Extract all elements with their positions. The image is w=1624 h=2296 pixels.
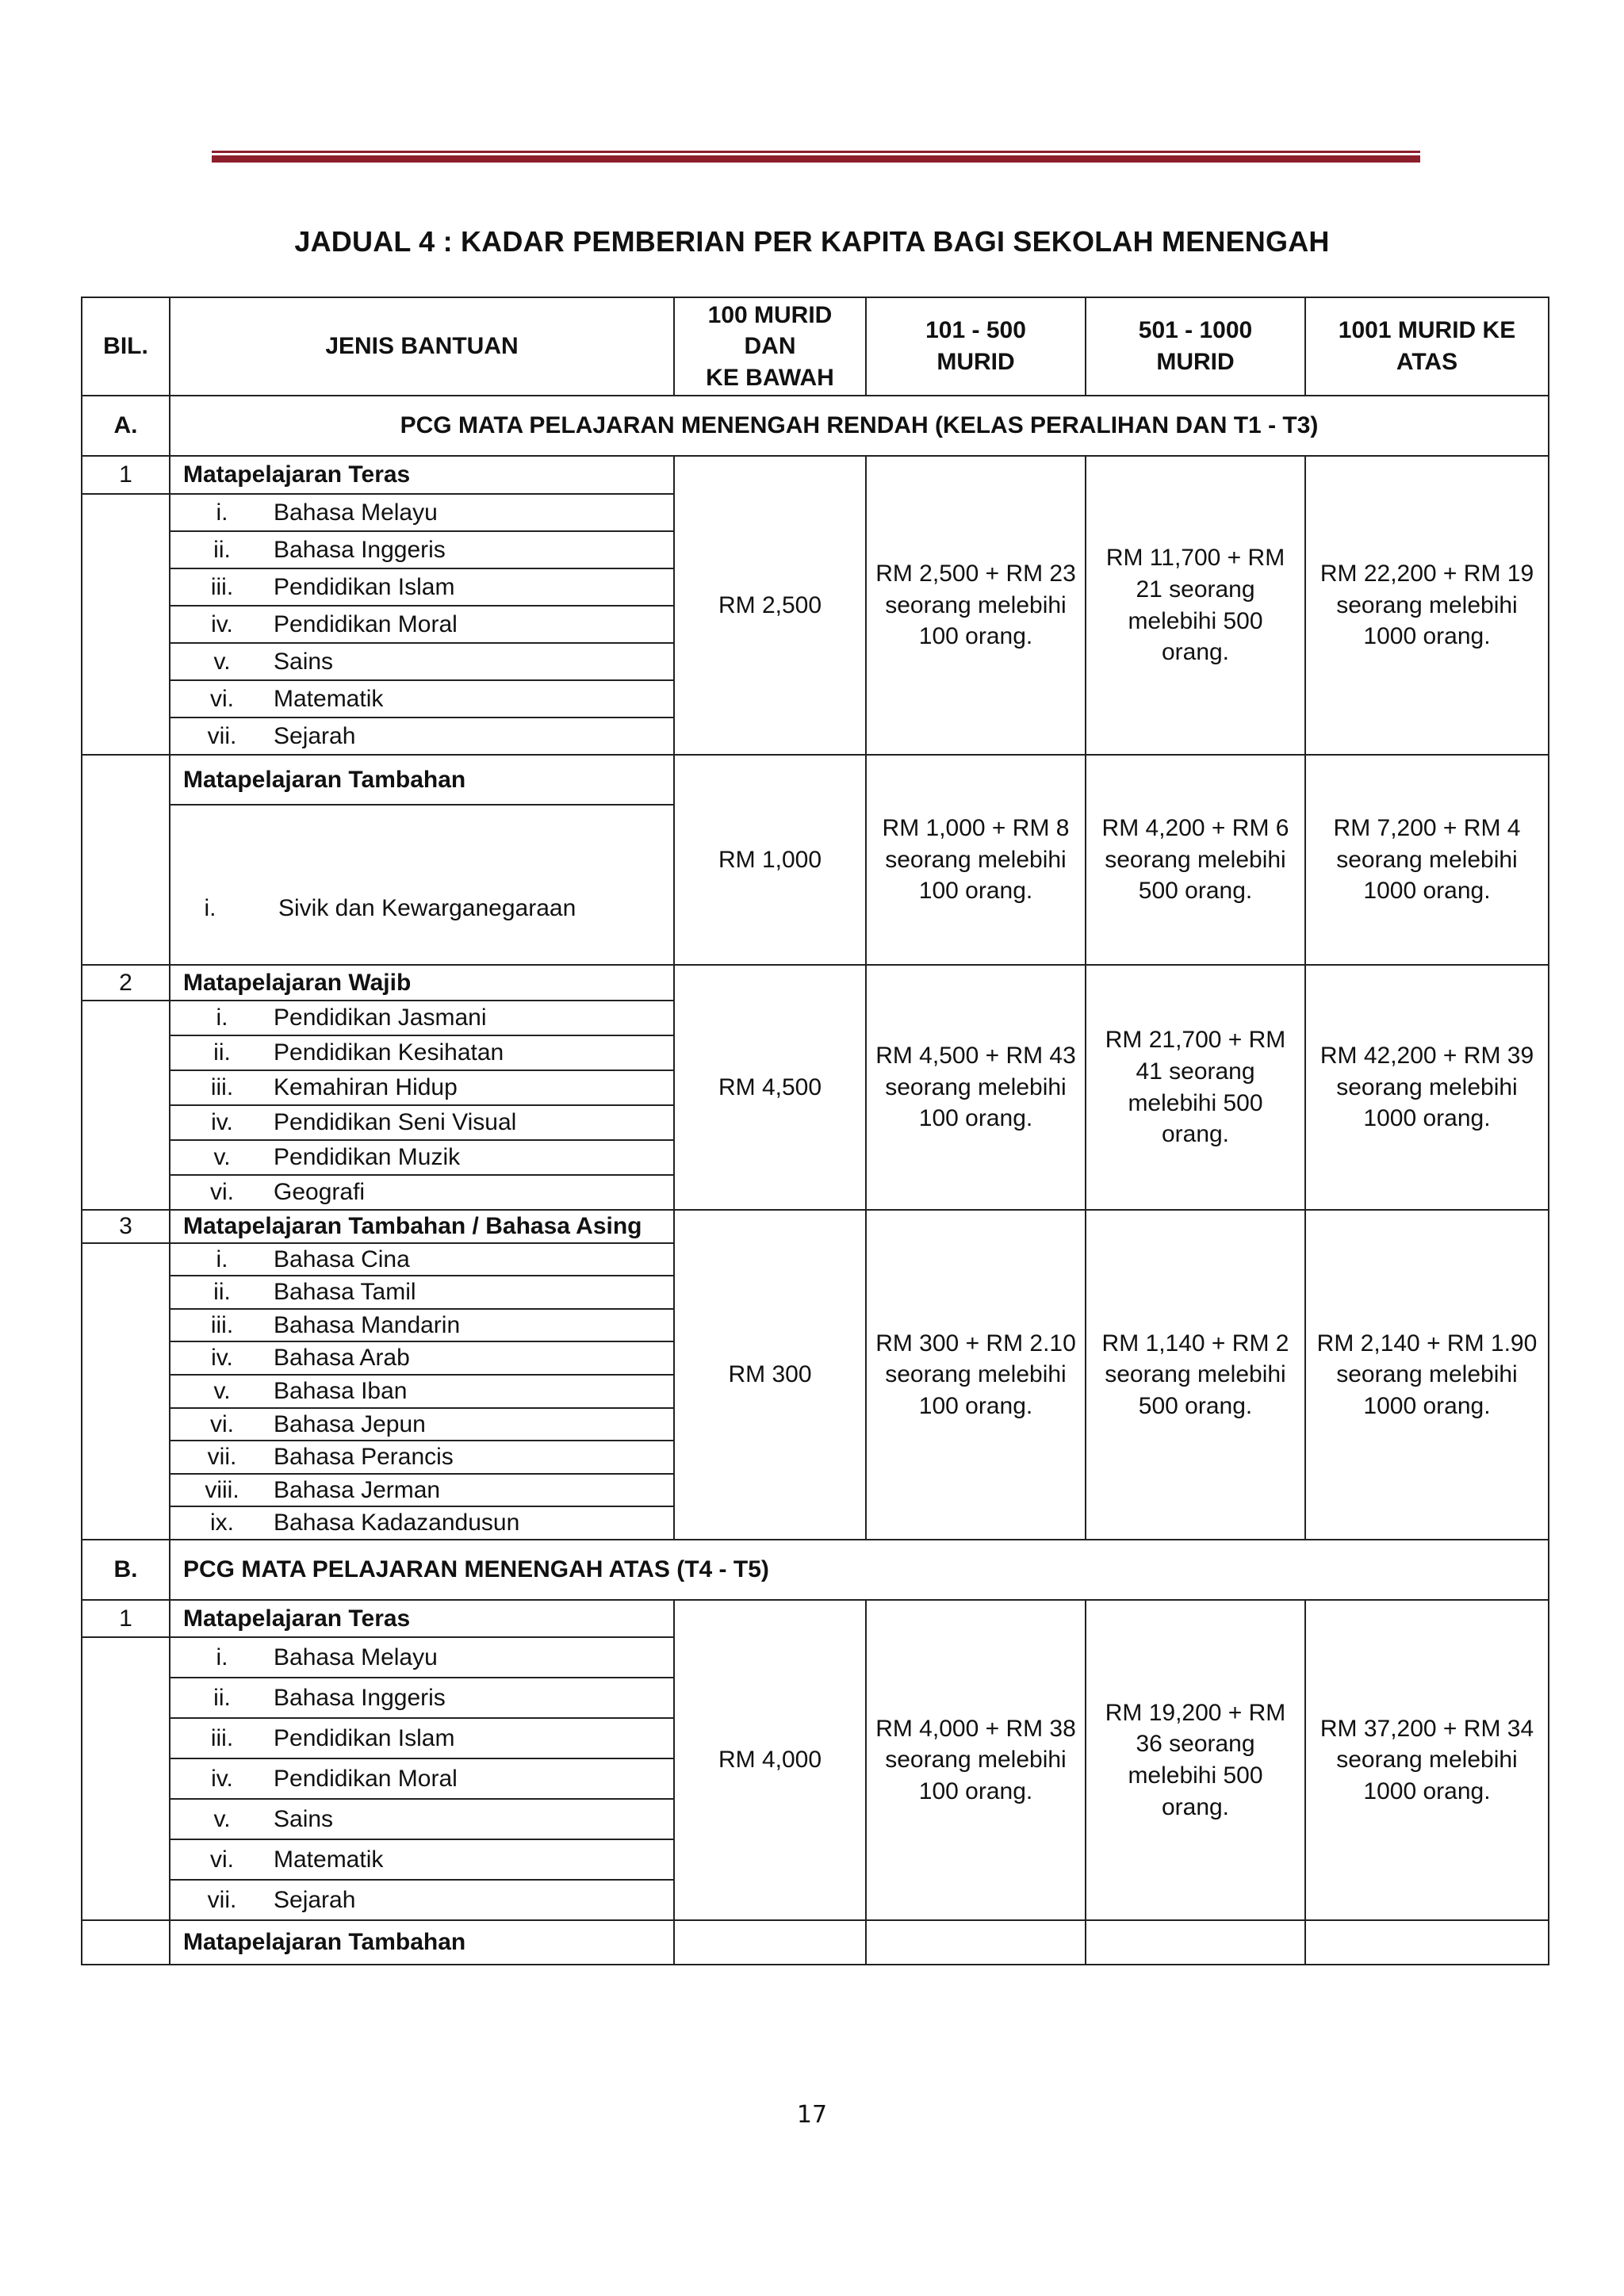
subject-name: Sivik dan Kewarganegaraan bbox=[278, 895, 576, 922]
subject-name: Pendidikan Muzik bbox=[274, 1144, 461, 1171]
subject-name: Bahasa Perancis bbox=[274, 1444, 454, 1471]
subject-cell bbox=[170, 1506, 674, 1540]
subject-numeral: vi. bbox=[210, 1846, 234, 1873]
subject-numeral: iii. bbox=[210, 1311, 234, 1338]
rate-line: RM 2,500 + RM 23 bbox=[875, 561, 1076, 587]
rate-tier-4 bbox=[1305, 965, 1549, 1210]
page-title: JADUAL 4 : KADAR PEMBERIAN PER KAPITA BAGI SEKOLAH MENENGAH bbox=[294, 225, 1330, 258]
group-title-row bbox=[82, 1920, 1549, 1965]
rate-tier-4 bbox=[1305, 755, 1549, 965]
rate-tier-3 bbox=[1086, 755, 1305, 965]
rate-line: 100 orang. bbox=[918, 1105, 1033, 1132]
rate-tier-2 bbox=[866, 1600, 1086, 1920]
header-tier-2-line: 101 - 500 bbox=[925, 317, 1026, 344]
rate-tier-4 bbox=[1305, 1210, 1549, 1540]
subject-numeral: vi. bbox=[210, 1410, 234, 1437]
subject-name: Bahasa Arab bbox=[274, 1345, 410, 1372]
subject-name: Kemahiran Hidup bbox=[274, 1074, 458, 1101]
group-bil: 3 bbox=[82, 1210, 170, 1243]
subject-numeral: iii. bbox=[210, 1074, 234, 1101]
rate-tier-3 bbox=[1086, 1920, 1305, 1965]
subject-numeral: iii. bbox=[210, 573, 234, 600]
subject-cell bbox=[170, 1105, 674, 1140]
rate-line: 1000 orang. bbox=[1363, 878, 1491, 905]
page-number: 17 bbox=[796, 2101, 828, 2129]
subject-name: Matematik bbox=[274, 685, 384, 712]
section-row bbox=[82, 396, 1549, 456]
rate-line: orang. bbox=[1161, 1121, 1230, 1148]
subject-name: Bahasa Tamil bbox=[274, 1279, 416, 1306]
rate-tier-1 bbox=[674, 1920, 866, 1965]
subject-cell bbox=[170, 1839, 674, 1880]
group-title-row bbox=[82, 456, 1549, 494]
header-tier-1 bbox=[674, 297, 866, 396]
subject-numeral: vii. bbox=[207, 1886, 237, 1913]
rate-tier-3 bbox=[1086, 965, 1305, 1210]
subject-cell bbox=[170, 531, 674, 568]
rate-line: melebihi 500 bbox=[1128, 607, 1263, 634]
rate-line: RM 1,140 + RM 2 bbox=[1101, 1330, 1289, 1357]
subject-name: Pendidikan Seni Visual bbox=[274, 1109, 517, 1136]
subject-name: Sains bbox=[274, 648, 334, 675]
rate-line: RM 42,200 + RM 39 bbox=[1320, 1043, 1534, 1070]
header-tier-1-line: 100 MURID bbox=[707, 301, 833, 328]
header-tier-1-line: DAN bbox=[744, 333, 796, 360]
subject-numeral: vi. bbox=[210, 685, 234, 712]
header-tier-4-line: 1001 MURID KE bbox=[1338, 317, 1516, 344]
subject-cell bbox=[170, 1001, 674, 1035]
rate-line: RM 37,200 + RM 34 bbox=[1320, 1715, 1534, 1742]
subject-cell bbox=[170, 1758, 674, 1799]
rate-tier-1: RM 2,500 bbox=[674, 456, 866, 755]
subject-cell bbox=[170, 1474, 674, 1507]
subject-numeral: ii. bbox=[213, 1279, 231, 1306]
rate-tier-2 bbox=[866, 755, 1086, 965]
subject-numeral: iv. bbox=[211, 1765, 233, 1792]
subject-cell bbox=[170, 680, 674, 718]
rate-line: 100 orang. bbox=[918, 1392, 1033, 1419]
header-tier-2-line: MURID bbox=[936, 349, 1015, 375]
group-title-row bbox=[82, 755, 1549, 805]
section-row bbox=[82, 1540, 1549, 1600]
rate-line: seorang melebihi bbox=[1336, 1073, 1518, 1100]
rate-tier-3 bbox=[1086, 1210, 1305, 1540]
rate-line: RM 300 + RM 2.10 bbox=[875, 1330, 1076, 1357]
subject-name: Pendidikan Islam bbox=[274, 573, 455, 600]
rate-line: 100 orang. bbox=[918, 623, 1033, 650]
subject-cell bbox=[170, 1243, 674, 1276]
subject-name: Pendidikan Moral bbox=[274, 1765, 458, 1792]
rate-tier-4 bbox=[1305, 456, 1549, 755]
subject-name: Bahasa Inggeris bbox=[274, 1684, 446, 1711]
subject-cell bbox=[170, 494, 674, 531]
subject-numeral: i. bbox=[216, 1004, 228, 1031]
rate-line: melebihi 500 bbox=[1128, 1089, 1263, 1116]
subject-cell bbox=[170, 1637, 674, 1678]
subject-numeral: v. bbox=[213, 648, 231, 675]
subject-name: Bahasa Jerman bbox=[274, 1476, 441, 1503]
section-bil: B. bbox=[82, 1540, 170, 1600]
subject-numeral: v. bbox=[213, 1377, 231, 1404]
rate-tier-1: RM 1,000 bbox=[674, 755, 866, 965]
header-rule-thick bbox=[212, 155, 1420, 163]
subject-numeral: iv. bbox=[211, 1345, 233, 1372]
subject-numeral: ii. bbox=[213, 1684, 231, 1711]
header-tier-3-line: MURID bbox=[1156, 349, 1235, 375]
subject-numeral: ii. bbox=[213, 536, 231, 563]
subject-numeral: vi. bbox=[210, 1179, 234, 1206]
subject-name: Bahasa Cina bbox=[274, 1246, 410, 1272]
subject-cell bbox=[170, 1678, 674, 1718]
rate-line: orang. bbox=[1161, 639, 1230, 666]
subject-cell bbox=[170, 1880, 674, 1920]
subject-name: Pendidikan Moral bbox=[274, 610, 458, 637]
subject-cell bbox=[170, 1441, 674, 1474]
rate-line: 500 orang. bbox=[1138, 878, 1253, 905]
rate-tier-2 bbox=[866, 965, 1086, 1210]
rate-line: 21 seorang bbox=[1136, 576, 1255, 603]
group-title-row bbox=[82, 1210, 1549, 1243]
subject-cell bbox=[170, 643, 674, 680]
subject-name: Pendidikan Islam bbox=[274, 1724, 455, 1751]
rate-line: 1000 orang. bbox=[1363, 623, 1491, 650]
rate-tier-1: RM 4,000 bbox=[674, 1600, 866, 1920]
subject-name: Bahasa Iban bbox=[274, 1377, 408, 1404]
group-bil: 1 bbox=[82, 456, 170, 494]
rate-line: RM 19,200 + RM bbox=[1105, 1699, 1286, 1726]
rate-line: RM 4,200 + RM 6 bbox=[1101, 815, 1289, 842]
header-rule-thin bbox=[212, 151, 1420, 153]
subject-numeral: i. bbox=[216, 1246, 228, 1272]
header-row bbox=[82, 297, 1549, 396]
rate-tier-4 bbox=[1305, 1600, 1549, 1920]
subject-name: Bahasa Mandarin bbox=[274, 1311, 461, 1338]
rate-line: 100 orang. bbox=[918, 1777, 1033, 1804]
subject-numeral: v. bbox=[213, 1805, 231, 1832]
rate-line: seorang melebihi bbox=[885, 591, 1067, 618]
subject-name: Bahasa Jepun bbox=[274, 1410, 426, 1437]
subject-numeral: v. bbox=[213, 1144, 231, 1171]
subject-cell bbox=[170, 1309, 674, 1342]
rate-line: seorang melebihi bbox=[1336, 1747, 1518, 1774]
rate-line: RM 1,000 + RM 8 bbox=[882, 815, 1070, 842]
header-tier-2 bbox=[866, 297, 1086, 396]
subject-numeral: ii. bbox=[213, 1039, 231, 1066]
subject-numeral: i. bbox=[216, 499, 228, 526]
rate-tier-1: RM 4,500 bbox=[674, 965, 866, 1210]
header-tier-1-line: KE BAWAH bbox=[706, 364, 834, 391]
rate-line: 41 seorang bbox=[1136, 1058, 1255, 1085]
empty-bil-cell bbox=[82, 494, 170, 755]
header-tier-4-line: ATAS bbox=[1396, 349, 1458, 375]
header-bil: BIL. bbox=[82, 297, 170, 396]
rate-tier-4 bbox=[1305, 1920, 1549, 1965]
rate-line: 1000 orang. bbox=[1363, 1777, 1491, 1804]
empty-bil-cell bbox=[82, 1637, 170, 1920]
group-title: Matapelajaran Teras bbox=[170, 1600, 674, 1637]
rate-line: 100 orang. bbox=[918, 878, 1033, 905]
subject-cell bbox=[170, 1375, 674, 1408]
subject-cell bbox=[170, 1341, 674, 1375]
subject-cell bbox=[170, 718, 674, 755]
section-title: PCG MATA PELAJARAN MENENGAH RENDAH (KELAS PERALIHAN DAN T1 - T3) bbox=[170, 396, 1549, 456]
rate-line: RM 4,500 + RM 43 bbox=[875, 1043, 1076, 1070]
rate-tier-3 bbox=[1086, 1600, 1305, 1920]
group-title-row bbox=[82, 965, 1549, 1001]
empty-bil-cell bbox=[82, 755, 170, 965]
rate-line: seorang melebihi bbox=[1336, 1361, 1518, 1388]
subject-cell bbox=[170, 1276, 674, 1309]
empty-bil-cell bbox=[82, 1920, 170, 1965]
subject-name: Pendidikan Kesihatan bbox=[274, 1039, 504, 1066]
section-bil: A. bbox=[82, 396, 170, 456]
subject-numeral: viii. bbox=[205, 1476, 239, 1503]
rate-tier-1: RM 300 bbox=[674, 1210, 866, 1540]
rate-tier-2 bbox=[866, 1920, 1086, 1965]
subject-cell bbox=[170, 1035, 674, 1070]
subject-name: Bahasa Melayu bbox=[274, 1644, 438, 1670]
subject-name: Sains bbox=[274, 1805, 334, 1832]
empty-bil-cell bbox=[82, 1001, 170, 1210]
rate-line: RM 22,200 + RM 19 bbox=[1320, 561, 1534, 587]
subject-cell bbox=[170, 568, 674, 606]
subject-cell bbox=[170, 1140, 674, 1175]
header-tier-3 bbox=[1086, 297, 1305, 396]
subject-name: Geografi bbox=[274, 1179, 366, 1206]
subject-cell bbox=[170, 1718, 674, 1758]
group-bil: 1 bbox=[82, 1600, 170, 1637]
group-title: Matapelajaran Tambahan bbox=[170, 755, 674, 805]
subject-cell bbox=[170, 1408, 674, 1441]
subject-cell bbox=[170, 1799, 674, 1839]
header-tier-4 bbox=[1305, 297, 1549, 396]
subject-name: Bahasa Kadazandusun bbox=[274, 1510, 520, 1536]
rate-line: seorang melebihi bbox=[885, 1361, 1067, 1388]
subject-name: Sejarah bbox=[274, 1886, 356, 1913]
subject-name: Matematik bbox=[274, 1846, 384, 1873]
subject-numeral: vii. bbox=[207, 1444, 237, 1471]
rate-line: RM 11,700 + RM bbox=[1105, 545, 1285, 572]
subject-numeral: iv. bbox=[211, 610, 233, 637]
rate-line: RM 2,140 + RM 1.90 bbox=[1316, 1330, 1538, 1357]
rate-line: melebihi 500 bbox=[1128, 1762, 1263, 1789]
rate-line: RM 4,000 + RM 38 bbox=[875, 1715, 1076, 1742]
group-title: Matapelajaran Tambahan bbox=[170, 1920, 674, 1965]
group-title: Matapelajaran Wajib bbox=[170, 965, 674, 1001]
subject-numeral: iii. bbox=[210, 1724, 234, 1751]
rate-line: 1000 orang. bbox=[1363, 1392, 1491, 1419]
subject-numeral: iv. bbox=[211, 1109, 233, 1136]
rate-line: seorang melebihi bbox=[1105, 1361, 1286, 1388]
subject-cell bbox=[170, 1070, 674, 1105]
subject-name: Sejarah bbox=[274, 722, 356, 749]
rate-line: 1000 orang. bbox=[1363, 1105, 1491, 1132]
subject-cell bbox=[170, 606, 674, 643]
subject-name: Pendidikan Jasmani bbox=[274, 1004, 487, 1031]
subject-numeral: i. bbox=[204, 895, 216, 922]
header-jenis-bantuan: JENIS BANTUAN bbox=[170, 297, 674, 396]
rate-line: 500 orang. bbox=[1138, 1392, 1253, 1419]
rate-line: seorang melebihi bbox=[885, 1747, 1067, 1774]
subject-name: Bahasa Melayu bbox=[274, 499, 438, 526]
rate-tier-2 bbox=[866, 456, 1086, 755]
allocation-table bbox=[81, 297, 1549, 1965]
rate-line: 36 seorang bbox=[1136, 1731, 1255, 1758]
subject-name: Bahasa Inggeris bbox=[274, 536, 446, 563]
empty-bil-cell bbox=[82, 1243, 170, 1540]
rate-line: seorang melebihi bbox=[1336, 591, 1518, 618]
rate-line: seorang melebihi bbox=[885, 1073, 1067, 1100]
group-title: Matapelajaran Teras bbox=[170, 456, 674, 494]
subject-numeral: vii. bbox=[207, 722, 237, 749]
subject-cell bbox=[170, 805, 674, 965]
rate-line: orang. bbox=[1161, 1793, 1230, 1820]
subject-numeral: i. bbox=[216, 1644, 228, 1670]
rate-line: RM 7,200 + RM 4 bbox=[1333, 815, 1521, 842]
group-title: Matapelajaran Tambahan / Bahasa Asing bbox=[170, 1210, 674, 1243]
header-tier-3-line: 501 - 1000 bbox=[1138, 317, 1253, 344]
section-title: PCG MATA PELAJARAN MENENGAH ATAS (T4 - T5) bbox=[170, 1540, 1549, 1600]
rate-line: seorang melebihi bbox=[885, 846, 1067, 873]
rate-tier-3 bbox=[1086, 456, 1305, 755]
rate-line: seorang melebihi bbox=[1105, 846, 1286, 873]
subject-numeral: ix. bbox=[210, 1510, 234, 1536]
rate-tier-2 bbox=[866, 1210, 1086, 1540]
group-bil: 2 bbox=[82, 965, 170, 1001]
group-title-row bbox=[82, 1600, 1549, 1637]
rate-line: seorang melebihi bbox=[1336, 846, 1518, 873]
subject-cell bbox=[170, 1175, 674, 1210]
rate-line: RM 21,700 + RM bbox=[1105, 1027, 1286, 1054]
